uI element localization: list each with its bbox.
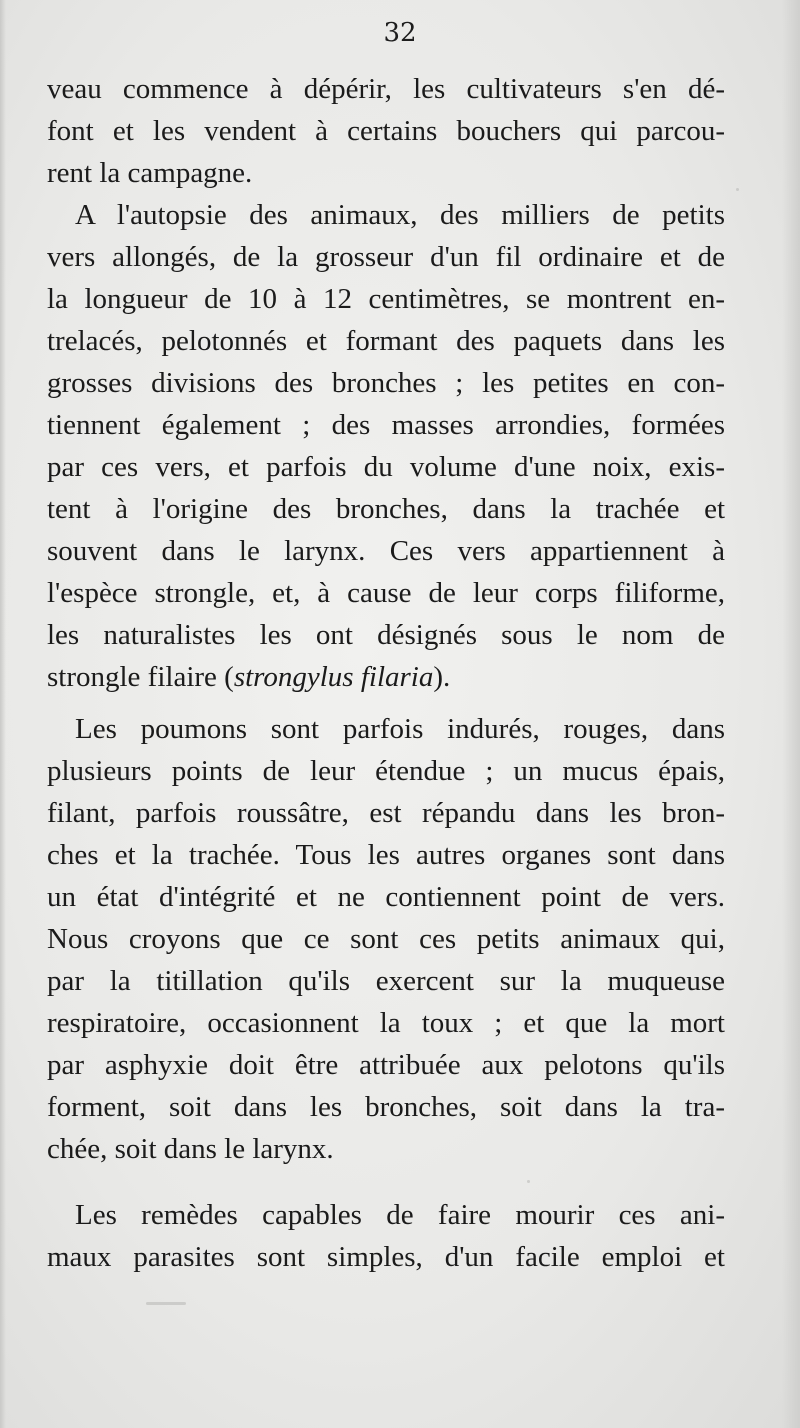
paper-speck xyxy=(736,188,739,191)
text-line: plusieurs points de leur étendue ; un mucus épais, xyxy=(47,755,725,787)
text-line: la longueur de 10 à 12 centimètres, se montrent en- xyxy=(47,283,725,315)
text-line: Nous croyons que ce sont ces petits animaux qui, xyxy=(47,923,725,955)
page-number: 32 xyxy=(383,18,417,48)
text-line: Les poumons sont parfois indurés, rouges, dans xyxy=(75,713,725,745)
text-line: filant, parfois roussâtre, est répandu dans les bron- xyxy=(47,797,725,829)
page-edge-shadow-right xyxy=(782,0,800,1428)
text-line: par asphyxie doit être attribuée aux pelotons qu'ils xyxy=(47,1049,725,1081)
paragraph xyxy=(47,68,725,194)
text-line: les naturalistes les ont désignés sous le nom de xyxy=(47,619,725,651)
text-line: grosses divisions des bronches ; les petites en con- xyxy=(47,367,725,399)
paper-speck xyxy=(146,1302,186,1305)
text-line-with-italic xyxy=(47,656,725,698)
text-line: respiratoire, occasionnent la toux ; et que la mort xyxy=(47,1007,725,1039)
text-line: forment, soit dans les bronches, soit dans la tra- xyxy=(47,1091,725,1123)
text-line: font et les vendent à certains bouchers qui parcou- xyxy=(47,115,725,147)
text-line: chée, soit dans le larynx. xyxy=(47,1133,334,1165)
text-line: par ces vers, et parfois du volume d'une noix, exis- xyxy=(47,451,725,483)
paragraph xyxy=(47,194,725,698)
latin-name: strongylus filaria xyxy=(233,661,434,693)
body-text xyxy=(47,68,725,1278)
text-fragment: ). xyxy=(433,661,451,693)
text-line: vers allongés, de la grosseur d'un fil ordinaire et de xyxy=(47,241,725,273)
paragraph xyxy=(47,708,725,1170)
text-line: rent la campagne. xyxy=(47,157,253,189)
text-line: tiennent également ; des masses arrondies, formées xyxy=(47,409,725,441)
text-line: souvent dans le larynx. Ces vers appartiennent à xyxy=(47,535,725,567)
text-line: un état d'intégrité et ne contiennent point de vers. xyxy=(47,881,725,913)
text-line: maux parasites sont simples, d'un facile emploi et xyxy=(47,1241,725,1273)
text-line: Les remèdes capables de faire mourir ces ani- xyxy=(75,1199,725,1231)
text-line: trelacés, pelotonnés et formant des paquets dans les xyxy=(47,325,725,357)
text-line: A l'autopsie des animaux, des milliers de petits xyxy=(75,199,725,231)
page-edge-shadow-left xyxy=(0,0,6,1428)
text-line: par la titillation qu'ils exercent sur la muqueuse xyxy=(47,965,725,997)
paragraph xyxy=(47,1194,725,1278)
text-line: veau commence à dépérir, les cultivateurs s'en dé- xyxy=(47,73,725,105)
text-line: tent à l'origine des bronches, dans la trachée et xyxy=(47,493,725,525)
text-line: ches et la trachée. Tous les autres organes sont dans xyxy=(47,839,725,871)
text-line: l'espèce strongle, et, à cause de leur corps filiforme, xyxy=(47,577,725,609)
text-fragment: strongle filaire ( xyxy=(47,661,234,693)
